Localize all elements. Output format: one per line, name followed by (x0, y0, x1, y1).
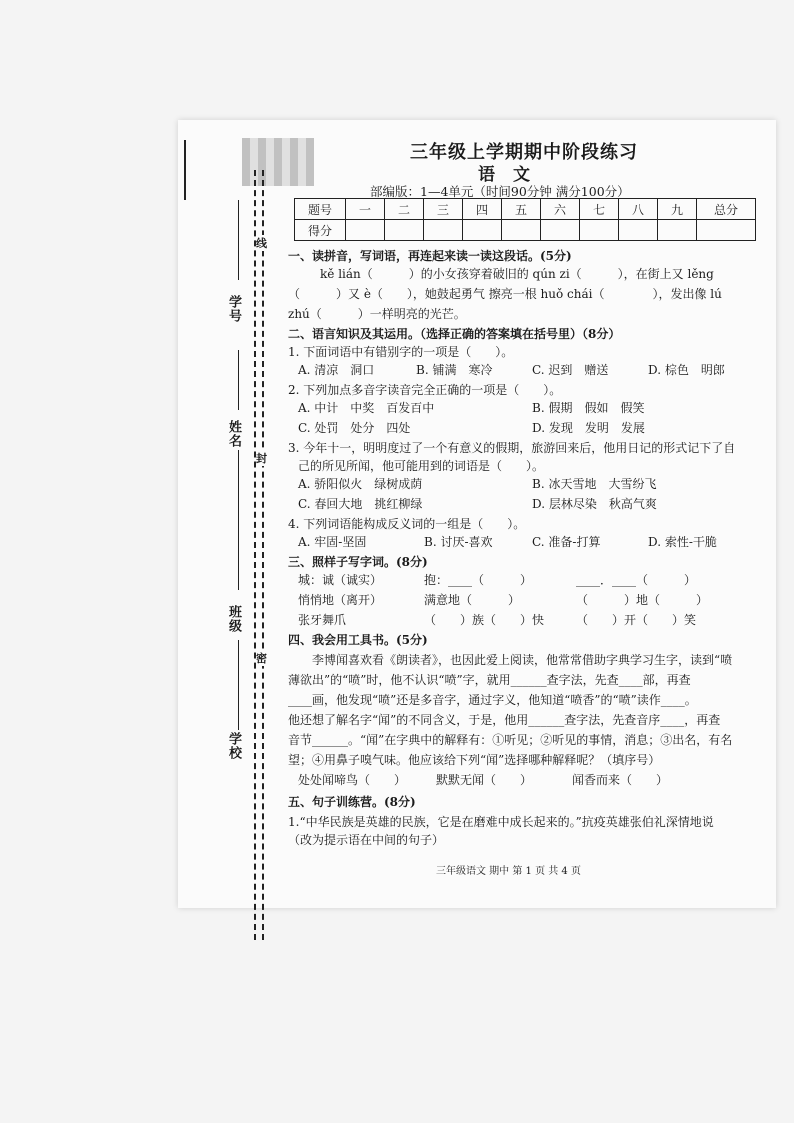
question-2-4-option-a: A. 牢固-坚固 (298, 535, 367, 549)
question-2-2-option-a: A. 中计 中奖 百发百中 (298, 401, 435, 415)
section-3-row-2-item-2: 满意地（ ） (424, 593, 521, 607)
score-header-cell: 二 (385, 199, 424, 220)
score-cell[interactable] (502, 220, 541, 241)
section-3-row-1-item-2: 抱：____（ ） (424, 573, 533, 587)
exam-subject: 语文 (478, 165, 548, 185)
section-4-option-1: 处处闻啼鸟（ ） (298, 773, 407, 787)
score-cell[interactable] (541, 220, 580, 241)
section-1-line-2: （ ）又 è（ ），她鼓起勇气 擦亮一根 huǒ chái（ ），发出像 lú (288, 287, 722, 301)
question-2-2-option-d: D. 发现 发明 发展 (532, 421, 645, 435)
edge-mark (184, 140, 186, 200)
score-header-cell: 一 (346, 199, 385, 220)
question-2-3-option-c: C. 春回大地 挑红柳绿 (298, 497, 423, 511)
section-3-row-3-item-2: （ ）族（ ）快 (424, 613, 545, 627)
question-2-4-option-b: B. 讨厌-喜欢 (424, 535, 493, 549)
question-2-3-line-1: 3. 今年十一，明明度过了一个有意义的假期，旅游回来后，他用日记的形式记下了自 (288, 441, 736, 455)
school-label: 学校 (226, 732, 241, 760)
section-3-row-2-item-1: 悄悄地（离开） (298, 593, 383, 607)
name-label: 姓名 (226, 420, 241, 448)
score-header-cell: 题号 (295, 199, 346, 220)
section-1-title: 一、读拼音，写词语，再连起来读一读这段话。(5分) (288, 249, 572, 263)
section-4-paragraph-line-6: 望；④用鼻子嗅气味。他应该给下列“闻”选择哪种解释呢？（填序号） (288, 753, 661, 767)
question-2-3-option-b: B. 冰天雪地 大雪纷飞 (532, 477, 657, 491)
class-label: 班级 (226, 605, 241, 633)
school-blank[interactable] (238, 640, 239, 730)
question-2-4: 4. 下列词语能构成反义词的一组是（ ）。 (288, 517, 526, 531)
section-4-paragraph-line-3: ____画，他发现“喷”还是多音字，通过字义，他知道“喷香”的“喷”读作____。 (288, 693, 697, 707)
question-2-2-option-b: B. 假期 假如 假笑 (532, 401, 645, 415)
question-2-3-option-a: A. 骄阳似火 绿树成荫 (298, 477, 423, 491)
section-4-paragraph-line-2: 薄欲出”的“喷”时，他不认识“喷”字，就用______查字法，先查____部，再查 (288, 673, 691, 687)
question-2-1-option-d: D. 棕色 明郎 (648, 363, 725, 377)
section-3-row-1-item-3: ____．____（ ） (576, 573, 697, 587)
score-cell[interactable] (463, 220, 502, 241)
score-header-cell: 五 (502, 199, 541, 220)
question-2-4-option-d: D. 索性-干脆 (648, 535, 717, 549)
question-5-1-line-2: （改为提示语在中间的句子） (288, 833, 445, 847)
section-3-row-2-item-3: （ ）地（ ） (576, 593, 709, 607)
question-2-2: 2. 下列加点多音字读音完全正确的一项是（ ）。 (288, 383, 562, 397)
question-2-1-option-c: C. 迟到 赠送 (532, 363, 609, 377)
section-3-row-1-item-1: 城：诚（诚实） (298, 573, 383, 587)
section-5-title: 五、句子训练营。(8分) (288, 795, 416, 809)
binding-char-xian: 线 (256, 237, 267, 250)
question-2-1-option-a: A. 清凉 洞口 (298, 363, 375, 377)
binding-char-feng: 封 (256, 452, 267, 465)
student-id-blank[interactable] (238, 200, 239, 280)
score-cell[interactable] (697, 220, 756, 241)
score-header-cell: 八 (619, 199, 658, 220)
score-table-header-row (295, 199, 756, 220)
section-3-title: 三、照样子写字词。(8分) (288, 555, 428, 569)
score-row-label: 得分 (295, 220, 346, 241)
score-cell[interactable] (424, 220, 463, 241)
binding-char-mi: 密 (256, 652, 267, 665)
exam-paper (178, 120, 776, 908)
question-2-1-option-b: B. 铺满 寒冷 (416, 363, 493, 377)
score-header-cell: 四 (463, 199, 502, 220)
question-2-4-option-c: C. 准备-打算 (532, 535, 601, 549)
section-4-paragraph-line-1: 李博闻喜欢看《朗读者》，也因此爱上阅读，他常常借助字典学习生字，读到“喷 (312, 653, 733, 667)
section-1-line-3: zhú（ ）一样明亮的光芒。 (288, 307, 466, 321)
score-cell[interactable] (619, 220, 658, 241)
score-cell[interactable] (385, 220, 424, 241)
question-2-1: 1. 下面词语中有错别字的一项是（ ）。 (288, 345, 514, 359)
question-5-1-line-1: 1.“中华民族是英雄的民族，它是在磨难中成长起来的。”抗疫英雄张伯礼深情地说 (288, 815, 714, 829)
binding-dashed-line-inner (262, 170, 264, 940)
score-cell[interactable] (580, 220, 619, 241)
section-3-row-3-item-1: 张牙舞爪 (298, 613, 347, 627)
score-header-cell: 三 (424, 199, 463, 220)
blurred-redaction (242, 138, 314, 186)
exam-title: 三年级上学期期中阶段练习 (410, 142, 638, 163)
score-header-cell: 总分 (697, 199, 756, 220)
binding-dashed-line (254, 170, 256, 940)
score-table-score-row (295, 220, 756, 241)
section-4-paragraph-line-4: 他还想了解名字“闻”的不同含义，于是，他用______查字法，先查音序____，再查 (288, 713, 721, 727)
question-2-3-line-2: 己的所见所闻，他可能用到的词语是（ ）。 (298, 459, 545, 473)
score-header-cell: 七 (580, 199, 619, 220)
score-header-cell: 六 (541, 199, 580, 220)
page-footer: 三年级语文 期中 第 1 页 共 4 页 (436, 866, 581, 877)
section-1-line-1: kě lián（ ）的小女孩穿着破旧的 qún zi（ ），在街上又 lěng (320, 267, 714, 281)
section-4-option-2: 默默无闻（ ） (436, 773, 533, 787)
score-header-cell: 九 (658, 199, 697, 220)
section-4-title: 四、我会用工具书。(5分) (288, 633, 428, 647)
score-cell[interactable] (346, 220, 385, 241)
name-blank-upper (238, 350, 239, 410)
student-id-label: 学号 (226, 295, 241, 323)
question-2-3-option-d: D. 层林尽染 秋高气爽 (532, 497, 657, 511)
section-2-title: 二、语言知识及其运用。（选择正确的答案填在括号里）（8分） (288, 327, 621, 341)
section-4-paragraph-line-5: 音节______。“闻”在字典中的解释有：①听见；②听见的事情，消息；③出名，有名 (288, 733, 733, 747)
section-3-row-3-item-3: （ ）开（ ）笑 (576, 613, 697, 627)
question-2-2-option-c: C. 处罚 处分 四处 (298, 421, 411, 435)
score-cell[interactable] (658, 220, 697, 241)
score-table (294, 198, 756, 241)
exam-meta: 部编版：1—4单元（时间90分钟 满分100分） (370, 184, 630, 199)
section-4-option-3: 闻香而来（ ） (572, 773, 669, 787)
class-blank[interactable] (238, 500, 239, 590)
